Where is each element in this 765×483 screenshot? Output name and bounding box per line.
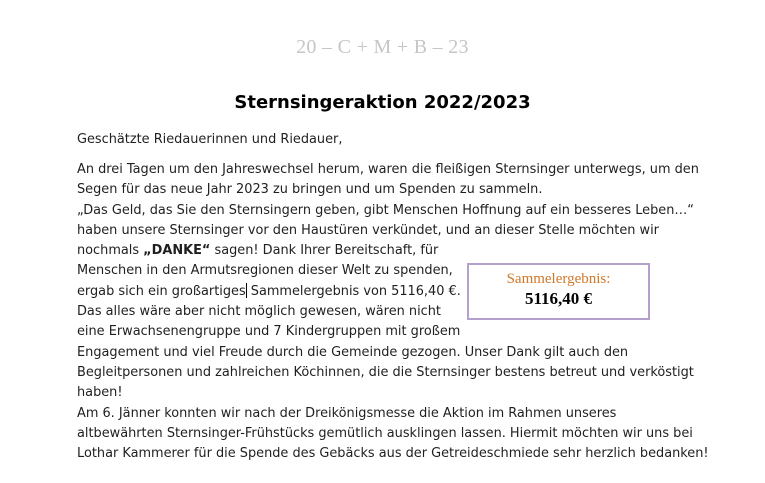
body-line: Lothar Kammerer für die Spende des Gebäcks aus der Getreideschmiede sehr herzlich bedanken!: [77, 446, 709, 462]
page-title: Sternsingeraktion 2022/2023: [234, 92, 531, 113]
collection-result-amount: 5116,40 €: [524, 289, 593, 308]
body-line: Begleitpersonen und zahlreichen Köchinnen, die die Sternsinger bestens betreut und verköstigt: [77, 364, 694, 380]
body-text-span: nochmals: [77, 243, 144, 259]
motto-heading: 20 – C + M + B – 23: [296, 36, 469, 58]
body-line: Am 6. Jänner konnten wir nach der Dreikönigsmesse die Aktion im Rahmen unseres: [77, 405, 617, 421]
collection-result-label: Sammelergebnis:: [506, 271, 611, 287]
body-text-span: sagen! Dank Ihrer Bereitschaft, für: [210, 243, 439, 259]
body-line: Engagement und viel Freude durch die Gemeinde gezogen. Unser Dank gilt auch den: [77, 344, 629, 360]
body-line: haben!: [77, 385, 123, 401]
greeting-paragraph: Geschätzte Riedauerinnen und Riedauer,: [77, 132, 343, 147]
danke-emphasis: „DANKE“: [143, 243, 211, 259]
body-line: Menschen in den Armutsregionen dieser Welt zu spenden,: [77, 263, 453, 279]
body-text-span: ergab sich ein großartiges: [77, 283, 246, 299]
body-line: An drei Tagen um den Jahreswechsel herum, waren die fleißigen Sternsinger unterwegs, um den: [77, 162, 699, 177]
body-line: [77, 241, 709, 261]
body-text-span: Sammelergebnis von 5116,40 €.: [246, 283, 461, 299]
collection-result-box: [467, 263, 650, 320]
body-line: Das alles wäre aber nicht möglich gewesen, wären nicht: [77, 304, 441, 320]
body-line: „Das Geld, das Sie den Sternsingern geben, gibt Menschen Hoffnung auf ein besseres Leben…“: [77, 202, 694, 218]
body-line: eine Erwachsenengruppe und 7 Kindergruppen mit großem: [77, 324, 461, 340]
body-line: haben unsere Sternsinger vor den Haustüren verkündet, und an dieser Stelle möchten wir: [77, 222, 659, 238]
body-line: altbewährten Sternsinger-Frühstücks gemütlich ausklingen lassen. Hiermit möchten wir uns bei: [77, 425, 693, 441]
body-line: Segen für das neue Jahr 2023 zu bringen und um Spenden zu sammeln.: [77, 182, 543, 198]
